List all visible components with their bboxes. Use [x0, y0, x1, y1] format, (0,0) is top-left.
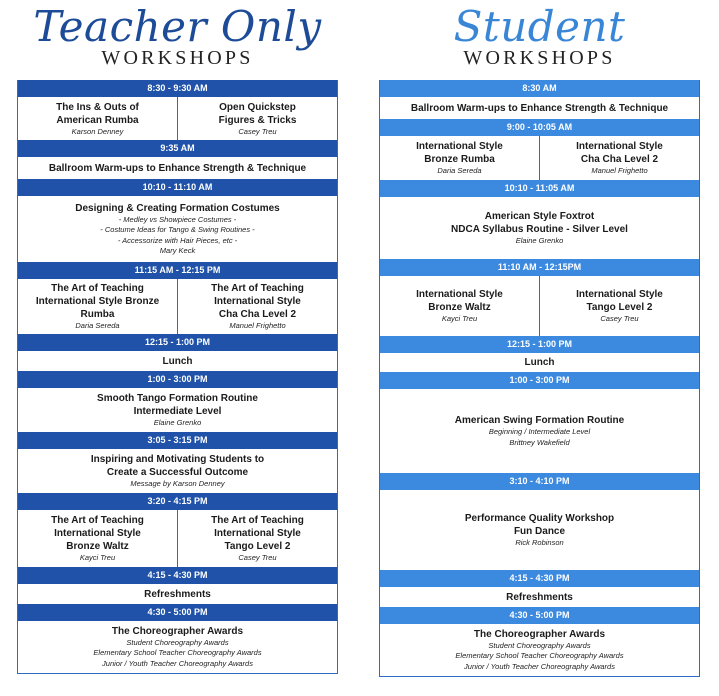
session-cell	[177, 97, 337, 140]
presenter: Message by Karson Denney	[130, 479, 225, 488]
session-title: Lunch	[524, 357, 555, 368]
session-cell	[177, 279, 337, 334]
session-row	[18, 584, 337, 604]
session-title: Cha Cha Level 2	[580, 154, 659, 165]
student-heading-script: Student	[453, 2, 626, 51]
presenter: Kayci Treu	[79, 553, 116, 562]
session-cell	[177, 510, 337, 567]
session-row	[380, 389, 699, 473]
teacher-workshops-column	[17, 0, 338, 674]
presenter: Manuel Frighetto	[591, 166, 648, 175]
time-bar: 4:30 - 5:00 PM	[18, 604, 337, 621]
session-title: Designing & Creating Formation Costumes	[75, 202, 280, 214]
session-title: Refreshments	[144, 588, 211, 600]
session-title: Intermediate Level	[133, 406, 222, 417]
time-bar: 10:10 - 11:10 AM	[18, 179, 337, 196]
session-title: International Style	[576, 289, 663, 300]
session-note: Student Choreography Awards	[126, 637, 229, 647]
session-note: Elementary School Teacher Choreography Awards	[455, 651, 624, 661]
session-title: International Style	[54, 528, 141, 539]
session-title: Refreshments	[506, 591, 573, 603]
session-title: The Ins & Outs of	[56, 101, 139, 113]
session-cell	[380, 276, 539, 336]
session-title: Open Quickstep	[219, 101, 296, 113]
time-bar: 11:15 AM - 12:15 PM	[18, 262, 337, 279]
session-note: Elementary School Teacher Choreography Awards	[93, 648, 262, 658]
time-bar: 3:05 - 3:15 PM	[18, 432, 337, 449]
session-cell	[18, 279, 177, 334]
presenter: Karson Denney	[71, 126, 124, 136]
session-title: Lunch	[162, 355, 193, 367]
presenter: Daria Sereda	[437, 166, 482, 175]
time-bar: 4:15 - 4:30 PM	[18, 567, 337, 584]
session-title: International Style	[416, 141, 503, 152]
session-cell	[380, 136, 539, 180]
time-bar: 1:00 - 3:00 PM	[380, 372, 699, 389]
time-bar: 11:10 AM - 12:15PM	[380, 259, 699, 276]
session-title: Bronze Waltz	[66, 541, 129, 552]
presenter: Casey Treu	[238, 553, 277, 562]
teacher-schedule	[17, 80, 338, 674]
session-title: Fun Dance	[513, 526, 566, 537]
time-bar: 10:10 - 11:05 AM	[380, 180, 699, 197]
session-row	[18, 279, 337, 334]
session-note: - Medley vs Showpiece Costumes -	[118, 214, 237, 224]
teacher-heading-sub: WORKSHOPS	[101, 47, 254, 69]
session-title: International Style	[214, 296, 301, 307]
session-title: American Swing Formation Routine	[454, 415, 625, 427]
presenter: Casey Treu	[238, 126, 277, 136]
session-cell	[18, 510, 177, 567]
session-title: Performance Quality Workshop	[464, 513, 615, 524]
session-note: Student Choreography Awards	[488, 640, 591, 650]
session-note: Beginning / Intermediate Level	[488, 427, 591, 437]
presenter: Elaine Grenko	[515, 236, 564, 245]
session-title: Create a Successful Outcome	[106, 467, 249, 478]
session-row	[380, 97, 699, 119]
presenter: Manuel Frighetto	[229, 321, 286, 330]
session-note: Junior / Youth Teacher Choreography Awards	[464, 661, 615, 671]
presenter: Casey Treu	[600, 314, 639, 323]
presenter: Daria Sereda	[75, 321, 120, 330]
session-title: Tango Level 2	[586, 302, 653, 313]
time-bar: 4:30 - 5:00 PM	[380, 607, 699, 624]
time-bar: 12:15 - 1:00 PM	[18, 334, 337, 351]
session-title: International Style	[576, 141, 663, 152]
session-title: The Choreographer Awards	[473, 628, 606, 640]
session-row	[18, 196, 337, 262]
time-bar: 1:00 - 3:00 PM	[18, 371, 337, 388]
session-note: - Costume Ideas for Tango & Swing Routines -	[100, 225, 255, 235]
session-row	[18, 388, 337, 432]
session-title: NDCA Syllabus Routine - Silver Level	[451, 224, 628, 235]
student-schedule	[379, 80, 700, 677]
student-heading-sub: WORKSHOPS	[463, 47, 616, 69]
session-cell	[539, 276, 699, 336]
session-title: The Art of Teaching	[51, 283, 144, 294]
session-title: American Style Foxtrot	[484, 211, 595, 222]
session-title: Ballroom Warm-ups to Enhance Strength & Technique	[48, 162, 307, 174]
student-heading	[379, 0, 700, 80]
session-title: Bronze Waltz	[428, 302, 491, 313]
presenter: Brittney Wakefield	[509, 437, 570, 447]
session-row	[380, 587, 699, 607]
session-row	[18, 621, 337, 673]
presenter: Rick Robinson	[515, 538, 564, 547]
session-row	[380, 136, 699, 180]
time-bar: 9:00 - 10:05 AM	[380, 119, 699, 136]
session-row	[18, 157, 337, 179]
time-bar: 3:10 - 4:10 PM	[380, 473, 699, 490]
session-title: The Choreographer Awards	[111, 625, 244, 637]
session-title: International Style	[416, 289, 503, 300]
time-bar: 3:20 - 4:15 PM	[18, 493, 337, 510]
session-row	[380, 353, 699, 372]
teacher-heading	[17, 0, 338, 80]
student-workshops-column	[379, 0, 700, 677]
presenter: Elaine Grenko	[153, 418, 202, 427]
session-title: Figures & Tricks	[218, 114, 297, 126]
session-row	[18, 449, 337, 493]
session-title: Bronze Rumba	[424, 154, 495, 165]
session-title: Cha Cha Level 2	[218, 309, 297, 320]
session-title: The Art of Teaching	[211, 283, 304, 294]
session-note: Junior / Youth Teacher Choreography Awards	[102, 658, 253, 668]
session-title: The Art of Teaching	[211, 515, 304, 526]
session-title: Inspiring and Motivating Students to	[90, 454, 265, 465]
session-row	[18, 351, 337, 371]
session-title: Rumba	[80, 309, 115, 320]
session-row	[380, 276, 699, 336]
session-cell	[539, 136, 699, 180]
presenter: Mary Keck	[159, 246, 196, 256]
session-title: American Rumba	[56, 114, 139, 126]
session-cell	[18, 97, 177, 140]
session-title: Ballroom Warm-ups to Enhance Strength & Technique	[410, 102, 669, 114]
session-title: International Style	[214, 528, 301, 539]
session-row	[380, 624, 699, 676]
time-bar: 8:30 - 9:30 AM	[18, 80, 337, 97]
presenter: Kayci Treu	[441, 314, 478, 323]
teacher-heading-script: Teacher Only	[33, 2, 322, 51]
session-row	[18, 97, 337, 140]
time-bar: 8:30 AM	[380, 80, 699, 97]
session-row	[18, 510, 337, 567]
session-title: Tango Level 2	[224, 541, 291, 552]
session-title: The Art of Teaching	[51, 515, 144, 526]
session-title: International Style Bronze	[35, 296, 160, 307]
time-bar: 4:15 - 4:30 PM	[380, 570, 699, 587]
time-bar: 12:15 - 1:00 PM	[380, 336, 699, 353]
session-note: - Accessorize with Hair Pieces, etc -	[117, 235, 238, 245]
session-row	[380, 490, 699, 570]
session-row	[380, 197, 699, 259]
session-title: Smooth Tango Formation Routine	[97, 393, 258, 404]
time-bar: 9:35 AM	[18, 140, 337, 157]
